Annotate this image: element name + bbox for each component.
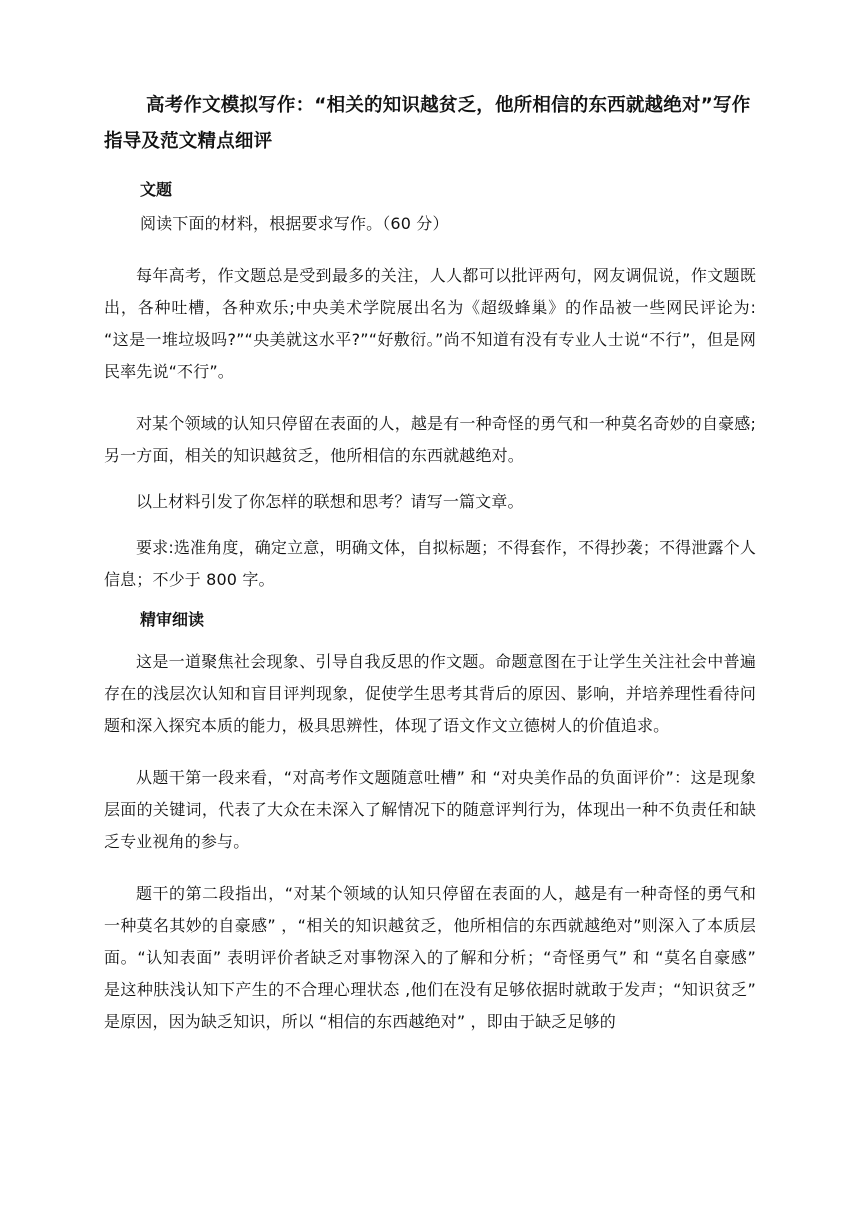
analysis-paragraph-3: 题干的第二段指出，“对某个领域的认知只停留在表面的人，越是有一种奇怪的勇气和一种莫名其妙的自豪感” ，“相关的知识越贫乏，他所相信的东西就越绝对”则深入了本质层面。“认知表面” 表明评价者缺乏对事物深入的了解和分析；“奇怪勇气” 和 “莫名自豪感” 是这种肤浅认知下产生的不合理心理状态 ,他们在没有足够依据时就敢于发声；“知识贫乏” 是原因，因为缺乏知识，所以 “相信的东西越绝对” ，即由于缺乏足够的	[104, 884, 756, 1031]
instruction-paragraph: 阅读下面的材料，根据要求写作。（60 分）	[140, 214, 449, 233]
analysis-paragraph-2: 从题干第一段来看，“对高考作文题随意吐槽” 和 “对央美作品的负面评价”：这是现象层面的关键词，代表了大众在未深入了解情况下的随意评判行为，体现出一种不负责任和缺乏专业视角的参与。	[104, 768, 756, 851]
material-paragraph-2: 对某个领域的认知只停留在表面的人，越是有一种奇怪的勇气和一种莫名奇妙的自豪感;另一方面，相关的知识越贫乏，他所相信的东西就越绝对。	[104, 414, 756, 465]
requirement-paragraph: 要求:选准角度，确定立意，明确文体，自拟标题；不得套作，不得抄袭；不得泄露个人信息；不少于 800 字。	[104, 538, 756, 589]
material-paragraph-1: 每年高考，作文题总是受到最多的关注，人人都可以批评两句，网友调侃说，作文题既出，各种吐槽，各种欢乐;中央美术学院展出名为《超级蜂巢》的作品被一些网民评论为: “这是一堆垃圾吗?”“央美就这水平?”“好敷衍。”尚不知道有没有专业人士说“不行”，但是网民率先说“不行”。	[104, 266, 756, 381]
document-page	[104, 88, 756, 1038]
analysis-paragraph-1: 这是一道聚焦社会现象、引导自我反思的作文题。命题意图在于让学生关注社会中普遍存在的浅层次认知和盲目评判现象，促使学生思考其背后的原因、影响，并培养理性看待问题和深入探究本质的能力，极具思辨性，体现了语文作文立德树人的价值追求。	[104, 652, 756, 735]
material-paragraph-3: 以上材料引发了你怎样的联想和思考？请写一篇文章。	[136, 492, 524, 511]
section-heading-wenti: 文题	[140, 180, 173, 199]
section-heading-jingshen: 精审细读	[140, 610, 205, 629]
document-title: 高考作文模拟写作：“相关的知识越贫乏，他所相信的东西就越绝对”写作指导及范文精点细评	[104, 95, 751, 152]
